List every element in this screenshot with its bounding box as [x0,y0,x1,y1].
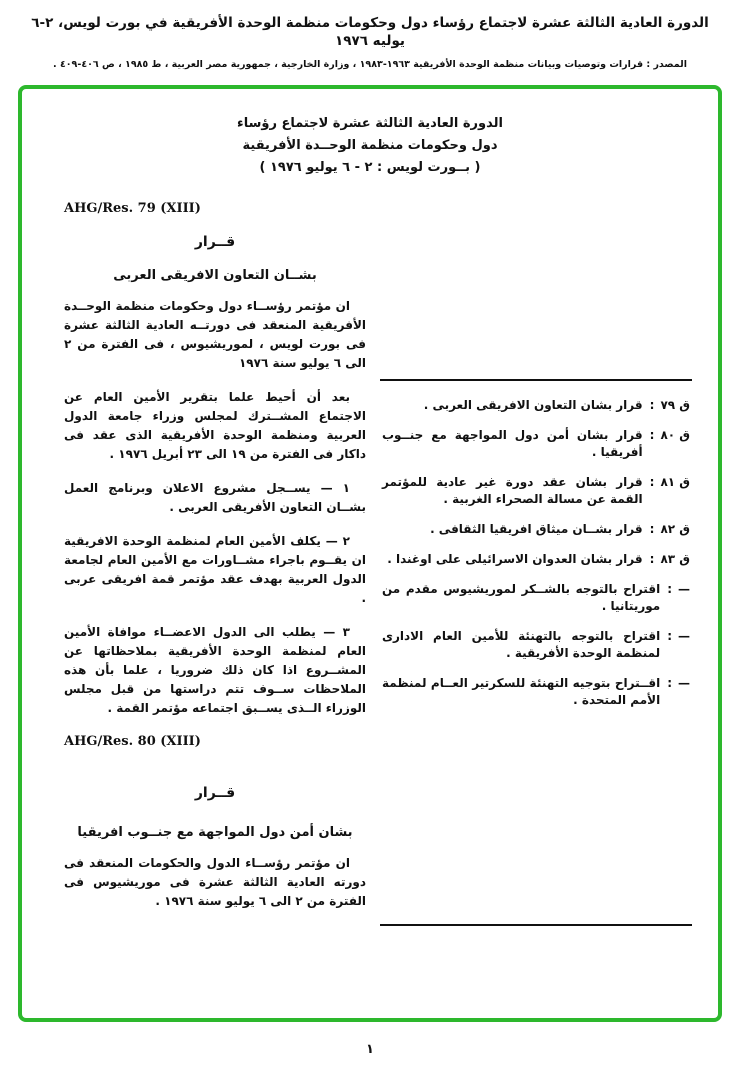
paragraph: ان مؤتمر رؤســاء الدول والحكومات المنعقد فى دورته العادية الثالثة عشرة فى موريشيوس فى الفترة من ٢ الى ٦ يوليو سنة ١٩٧٦ . [64,856,366,908]
index-item-text: قرار بشــان ميثاق افريقيا الثقافى . [430,522,643,536]
index-item [382,628,690,662]
resolutions-index-list [380,379,692,926]
paragraph: ان مؤتمر رؤســاء دول وحكومات منظمة الوحــدة الأفريقية المنعقد فى دورتــه العادية الثالثة عشرة فى بورت لويس ، لموريشيوس ، فى الفترة من ٢ الى ٦ يوليو سنة ١٩٧٦ [64,299,366,370]
index-item [382,581,690,615]
index-item-number: ق ٨٢ [660,522,690,536]
paragraph: ٣ — يطلب الى الدول الاعضــاء موافاة الأمين العام لمنظمة الوحدة الأفريقية بملاحظاتها عن المشــروع اذا كان ذلك ضروريا ، علما بأن هذه الملاحظات ســوف تتم دراستها من قبل مجلس الوزراء الــذى يســبق اجتماعه مؤتمر القمة . [64,625,366,715]
index-item-number: ق ٨٣ [660,552,690,566]
document-title: الدورة العادية الثالثة عشرة لاجتماع رؤساء دول وحكومات منظمة الوحدة الأفريقية في بورت لويس، ٢-٦ يوليه ١٩٧٦ [31,15,709,49]
index-item-text: قرار بشان أمن دول المواجهة مع جنــوب أفريقيا . [382,428,643,459]
resolution-79-ref: AHG/Res. 79 (XIII) [64,201,201,216]
resolution-80-subject: بشان أمن دول المواجهة مع جنــوب افريقيا [77,825,353,840]
resolution-80-heading: قــرار [194,785,236,801]
source-line: المصدر : قرارات وتوصيات وبيانات منظمة الوحدة الأفريقية ١٩٦٣-١٩٨٣ ، وزارة الخارجية ، جمهورية مصر العربية ، ط ١٩٨٥ ، ص ٤٠٦-٤٠٩ . [53,59,687,70]
document-header [0,0,740,70]
index-item-dash: — [678,676,690,690]
paragraph: ١ — يســجل مشروع الاعلان وبرنامج العمل بشــان التعاون الأفريقى العربى . [64,481,366,514]
index-item [382,397,690,414]
index-item-separator: : [667,582,672,596]
index-item-separator: : [667,629,672,643]
resolution-79-subject: بشــان التعاون الافريقى العربى [113,268,317,283]
index-item-separator: : [649,552,655,566]
index-item [382,551,690,568]
resolution-text-column [64,201,366,926]
index-item-text: قرار بشان العدوان الاسرائيلى على اوغندا . [387,552,643,566]
index-item-separator: : [649,522,655,536]
green-border-box [18,85,722,1022]
index-item [382,675,690,709]
index-item [382,474,690,508]
content-columns [22,201,718,926]
index-item-text: اقــتراح بتوجيه التهنئة للسكرتير العــام لمنظمة الأمم المتحدة . [382,676,661,707]
index-item-text: اقتراح بالتوجه بالتهنئة للأمين العام الادارى لمنظمة الوحدة الأفريقية . [382,629,661,660]
box-title-line-3: ( بــورت لويس : ٢ - ٦ يوليو ١٩٧٦ ) [259,160,481,175]
index-item-number: ق ٧٩ [660,398,690,412]
index-item [382,521,690,538]
index-item-separator: : [649,398,655,412]
resolution-79-heading: قــرار [194,234,236,250]
index-item-separator: : [649,428,655,442]
index-item-number: ق ٨٠ [660,428,690,442]
index-item-text: قرار بشان عقد دورة غير عادية للمؤتمر القمة عن مسالة الصحراء الغربية . [382,475,643,506]
index-item-separator: : [667,676,672,690]
index-item-text: اقتراح بالتوجه بالشــكر لموريشيوس مقدم من موريتانيا . [382,582,661,613]
box-title-line-1: الدورة العادية الثالثة عشرة لاجتماع رؤساء [237,116,503,131]
index-item-dash: — [678,629,690,643]
page-number: ١ [366,1042,374,1057]
paragraph: ٢ — يكلف الأمين العام لمنظمة الوحدة الافريقية ان يقــوم باجراء مشــاورات مع الأمين العام لجامعة الدول العربية بهدف عقد مؤتمر قمة افريقى عربى . [64,534,366,605]
index-item-text: قرار بشان التعاون الافريقى العربى . [423,398,643,412]
index-item [382,427,690,461]
box-title-block [22,113,718,179]
box-title-line-2: دول وحكومات منظمة الوحــدة الأفريقية [242,138,498,153]
index-item-separator: : [649,475,655,489]
index-item-number: ق ٨١ [660,475,690,489]
resolution-80-ref: AHG/Res. 80 (XIII) [64,734,201,749]
paragraph: بعد أن أحيط علما بتقرير الأمين العام عن الاجتماع المشــترك لمجلس وزراء جامعة الدول العربية ومنظمة الوحدة الأفريقية الذى عقد فى داكار فى الفترة من ١٩ الى ٢٣ أبريل ١٩٧٦ . [64,390,366,461]
index-item-dash: — [678,582,690,596]
